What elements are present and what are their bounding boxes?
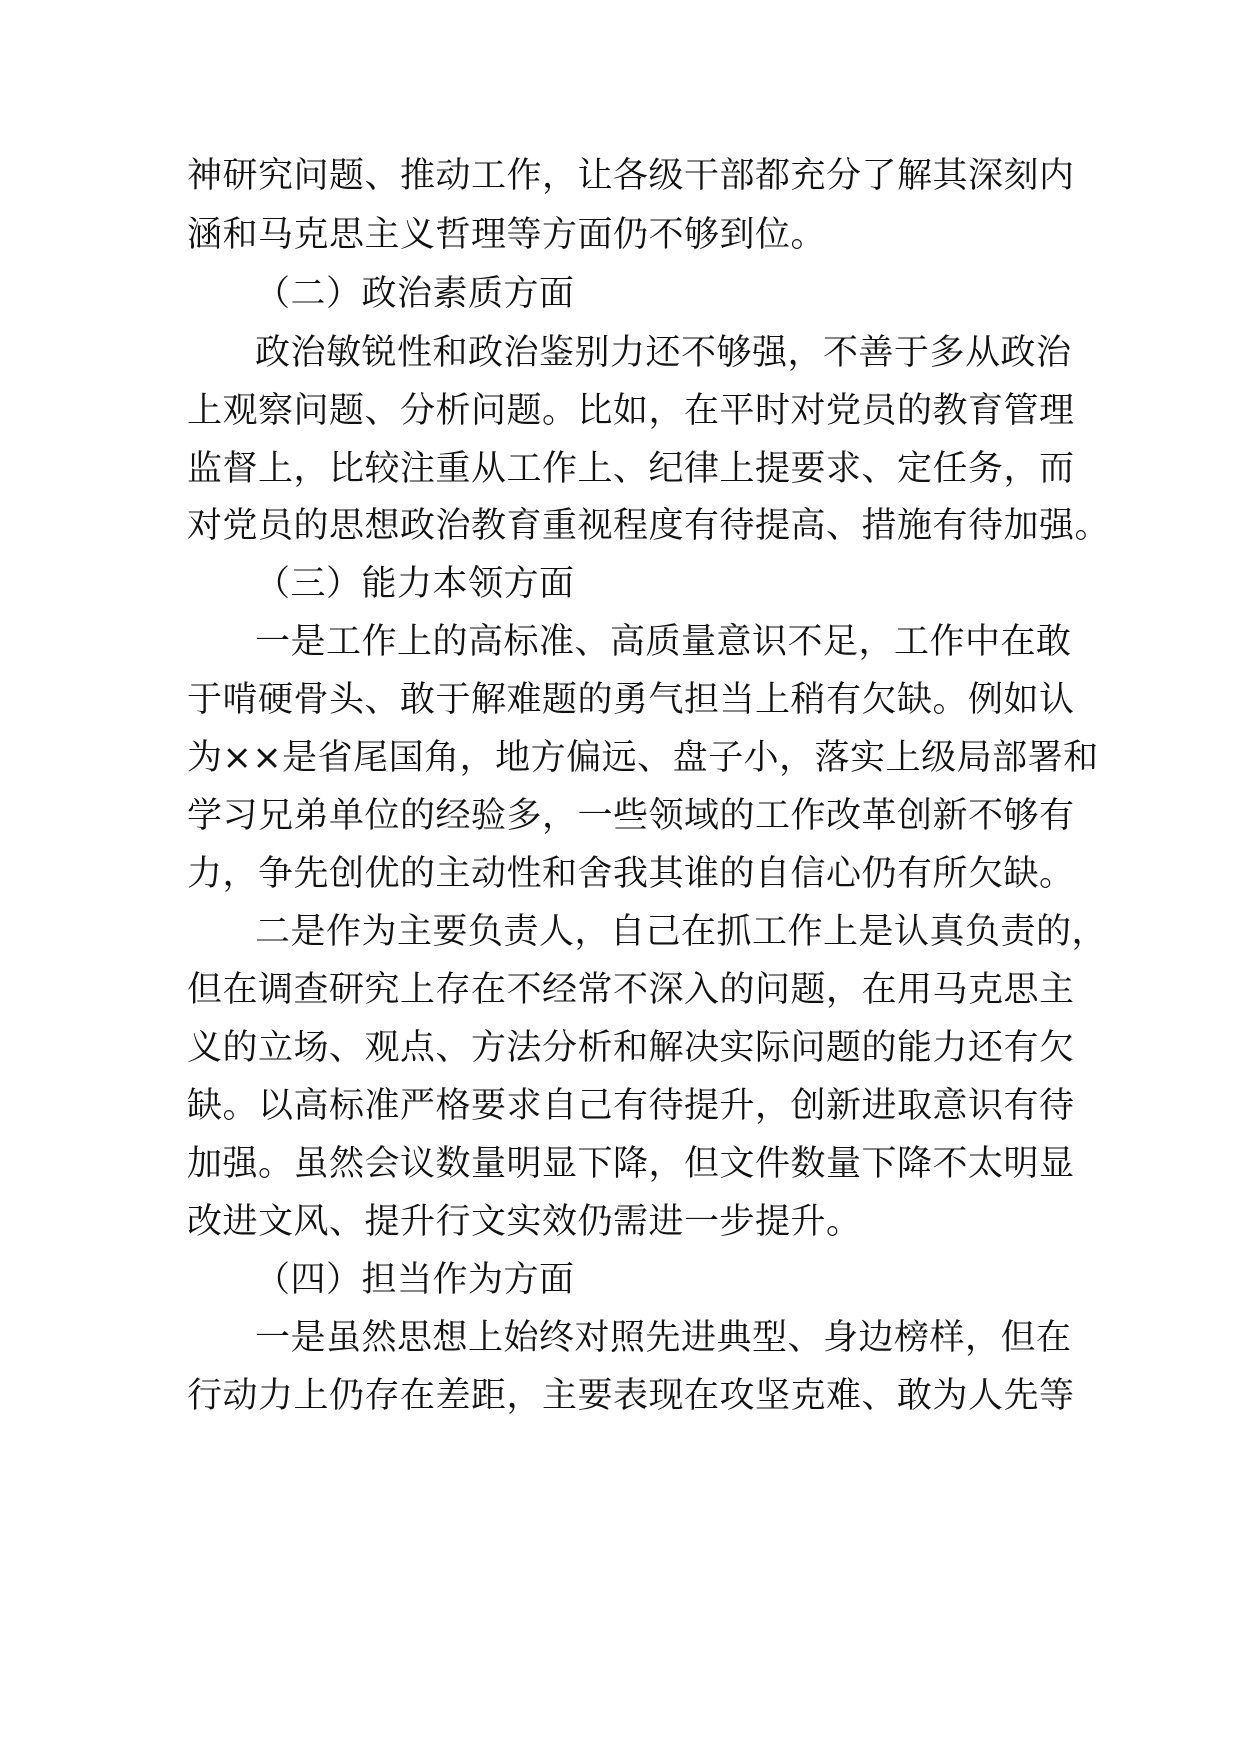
body-text-line: 但在调查研究上存在不经常不深入的问题，在用马克思主 (187, 970, 1075, 1010)
body-text-line: 学习兄弟单位的经验多，一些领域的工作改革创新不够有 (187, 796, 1075, 836)
body-text-line: 行动力上仍存在差距，主要表现在攻坚克难、敢为人先等 (187, 1376, 1075, 1416)
body-text-line: 一是虽然思想上始终对照先进典型、身边榜样，但在 (255, 1318, 1072, 1358)
body-text-line: 改进文风、提升行文实效仍需进一步提升。 (187, 1202, 862, 1242)
section-heading: （四）担当作为方面 (255, 1260, 575, 1300)
body-text-line: 于啃硬骨头、敢于解难题的勇气担当上稍有欠缺。例如认 (187, 680, 1075, 720)
body-text-line: 为××是省尾国角，地方偏远、盘子小，落实上级局部署和 (187, 738, 1099, 778)
body-text-line: 政治敏锐性和政治鉴别力还不够强，不善于多从政治 (255, 333, 1072, 373)
body-text-line: 义的立场、观点、方法分析和解决实际问题的能力还有欠 (187, 1028, 1075, 1068)
body-text-line: 对党员的思想政治教育重视程度有待提高、措施有待加强。 (187, 506, 1111, 546)
body-text-line: 力，争先创优的主动性和舍我其谁的自信心仍有所欠缺。 (187, 854, 1075, 894)
body-text-line: 涵和马克思主义哲理等方面仍不够到位。 (187, 215, 827, 255)
body-text-line: 上观察问题、分析问题。比如，在平时对党员的教育管理 (187, 391, 1075, 431)
section-heading: （三）能力本领方面 (255, 564, 575, 604)
body-text-line: 二是作为主要负责人，自己在抓工作上是认真负责的， (255, 912, 1108, 952)
body-text-line: 监督上，比较注重从工作上、纪律上提要求、定任务，而 (187, 449, 1075, 489)
body-text-line: 加强。虽然会议数量明显下降，但文件数量下降不太明显 (187, 1144, 1075, 1184)
body-text-line: 一是工作上的高标准、高质量意识不足，工作中在敢 (255, 622, 1072, 662)
body-text-line: 缺。以高标准严格要求自己有待提升，创新进取意识有待 (187, 1086, 1075, 1126)
body-text-line: 神研究问题、推动工作，让各级干部都充分了解其深刻内 (187, 156, 1075, 196)
section-heading: （二）政治素质方面 (255, 274, 575, 314)
